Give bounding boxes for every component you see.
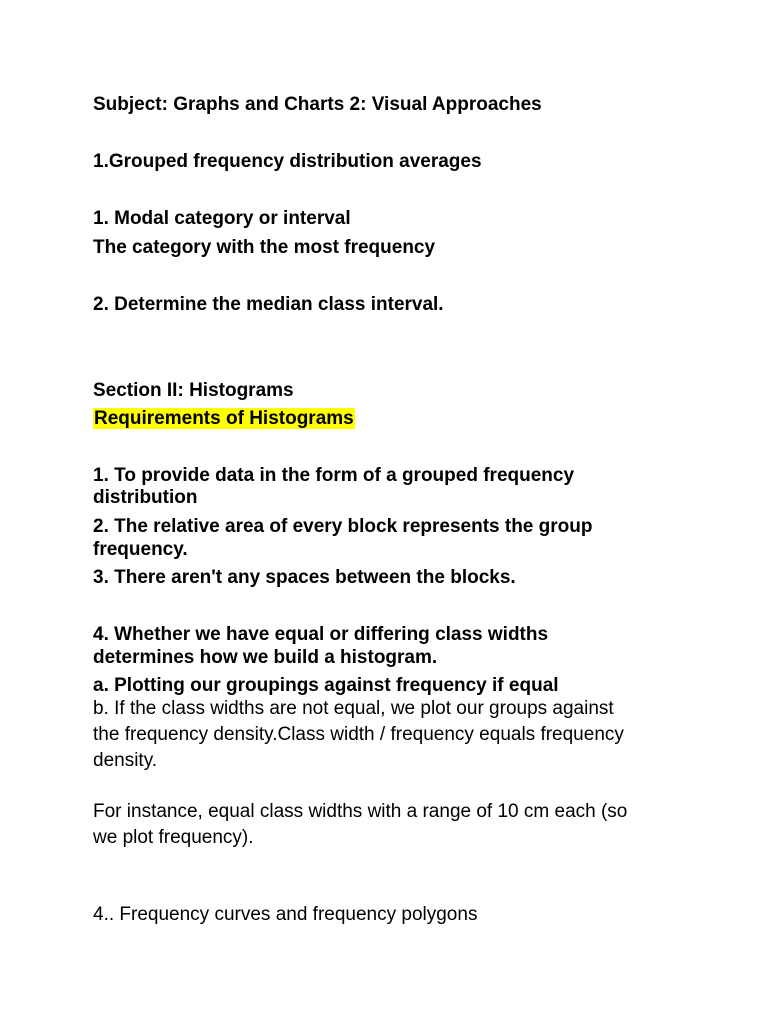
subject-line: Subject: Graphs and Charts 2: Visual Approaches xyxy=(93,94,542,115)
requirement-3: 3. There aren't any spaces between the blocks. xyxy=(93,567,516,588)
section-heading-grouped-frequency: 1.Grouped frequency distribution averages xyxy=(93,151,482,172)
requirement-4-line-2: determines how we build a histogram. xyxy=(93,647,438,668)
requirements-heading xyxy=(93,407,693,431)
section-heading-histograms: Section II: Histograms xyxy=(93,380,294,401)
requirements-highlight: Requirements of Histograms xyxy=(94,408,354,429)
requirement-1-line-1: 1. To provide data in the form of a grouped frequency xyxy=(93,465,575,486)
requirement-4-line-1: 4. Whether we have equal or differing class widths xyxy=(93,624,549,645)
requirement-2-line-2: frequency. xyxy=(93,539,188,560)
requirement-4a: a. Plotting our groupings against frequency if equal xyxy=(93,675,559,696)
requirement-4b-line-2: the frequency density.Class width / frequency equals frequency xyxy=(93,724,624,745)
item-modal-category: 1. Modal category or interval xyxy=(93,208,351,229)
instance-line-1: For instance, equal class widths with a range of 10 cm each (so xyxy=(93,801,628,822)
frequency-curves-heading: 4.. Frequency curves and frequency polygons xyxy=(93,904,478,925)
requirement-4b-line-1: b. If the class widths are not equal, we plot our groups against xyxy=(93,698,614,719)
item-modal-description: The category with the most frequency xyxy=(93,237,436,258)
instance-line-2: we plot frequency). xyxy=(93,827,254,848)
requirement-4b-line-3: density. xyxy=(93,750,158,771)
item-median-class: 2. Determine the median class interval. xyxy=(93,294,444,315)
requirement-2-line-1: 2. The relative area of every block represents the group xyxy=(93,516,593,537)
requirement-1-line-2: distribution xyxy=(93,487,198,508)
